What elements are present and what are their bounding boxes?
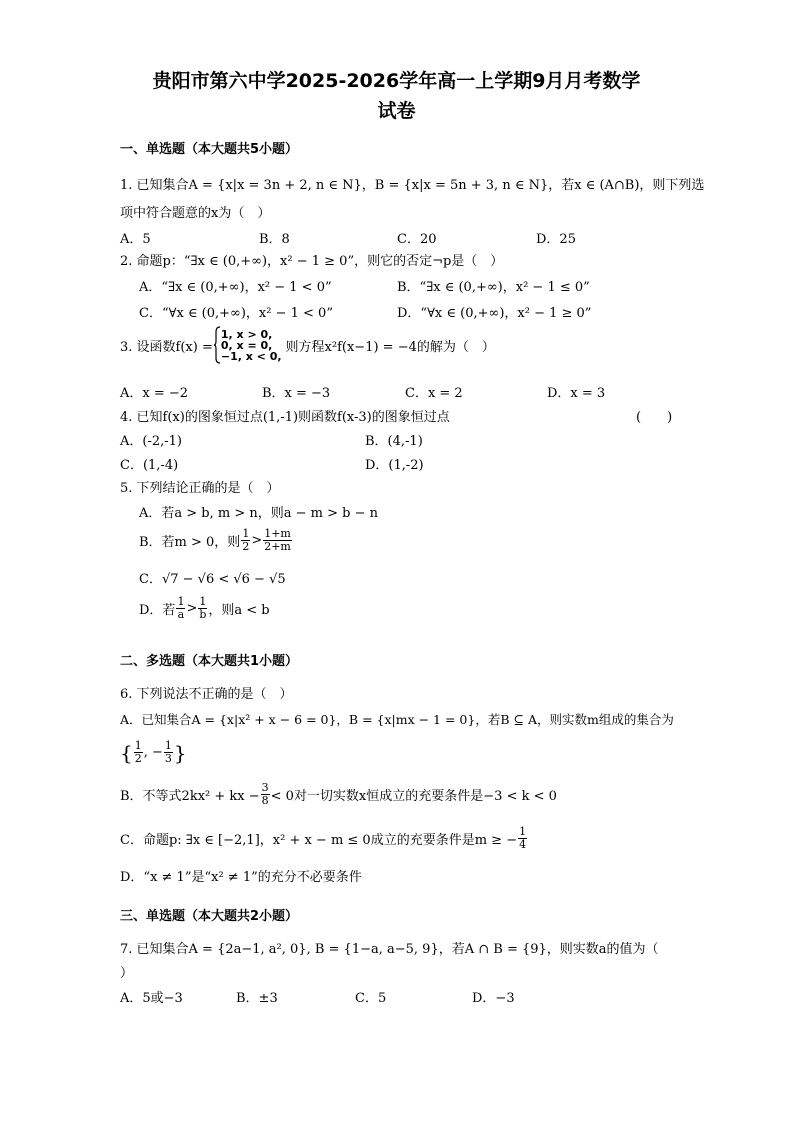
q1-option-a: A．5 [120, 232, 151, 247]
q4-option-a: A．(-2,-1) [120, 434, 182, 449]
frac-numerator: 1 [199, 595, 207, 608]
left-brace-icon [213, 326, 221, 364]
q5-option-c: C．√7 − √6 < √6 − √5 [139, 572, 286, 587]
q7-option-c: C．5 [355, 991, 387, 1006]
set-right-brace: } [173, 740, 187, 765]
q6-optb-frac [261, 782, 270, 807]
section-heading-single-choice-1: 一、单选题（本大题共5小题） [120, 142, 299, 157]
q5-option-b [139, 528, 293, 553]
frac-denominator: 2 [242, 540, 250, 553]
q2-option-d: D．“∀x ∈ (0,+∞)，x² − 1 ≥ 0” [397, 306, 592, 321]
q7-option-a: A．5或−3 [120, 991, 183, 1006]
frac-denominator: 4 [519, 838, 527, 851]
q5-optb-frac2 [263, 528, 292, 553]
q3-option-b: B．x = −3 [262, 386, 331, 401]
frac-denominator: 8 [261, 794, 269, 807]
q6-optb-post: < 0对一切实数x恒成立的充要条件是−3 < k < 0 [270, 789, 557, 804]
q3-option-a: A．x = −2 [120, 386, 189, 401]
q7-option-d: D．−3 [472, 991, 515, 1006]
question-2-stem: 2. 命题p：“∃x ∈ (0,+∞)，x² − 1 ≥ 0”，则它的否定¬p是（ ） [120, 254, 504, 269]
section-heading-multi-choice: 二、多选题（本大题共1小题） [120, 654, 299, 669]
q6-opta-frac2 [164, 740, 173, 765]
q5-optb-gt: > [251, 533, 263, 548]
frac-denominator: b [199, 608, 207, 621]
q5-option-a: A．若a > b, m > n，则a − m > b − n [139, 506, 378, 521]
q6-option-c [120, 826, 528, 851]
q4-option-b: B．(4,-1) [365, 434, 423, 449]
q5-option-d [139, 596, 270, 621]
q3-option-d: D．x = 3 [547, 386, 606, 401]
question-1-line2: 项中符合题意的x为（ ） [120, 206, 271, 221]
q5-optd-pre: D．若 [139, 603, 176, 618]
q3-piecewise [213, 326, 282, 364]
question-5-stem: 5. 下列结论正确的是（ ） [120, 481, 280, 496]
q3-case-3: −1, x < 0, [220, 349, 282, 363]
question-7-line1: 7. 已知集合A = {2a−1, a², 0}, B = {1−a, a−5, 9}，若A ∩ B = {9}，则实数a的值为（ [120, 942, 659, 957]
q2-option-b: B．“∃x ∈ (0,+∞)，x² − 1 ≤ 0” [397, 280, 590, 295]
q6-optb-pre: B．不等式2kx² + kx − [120, 789, 260, 804]
frac-numerator: 1 [164, 739, 172, 752]
set-separator: , − [143, 745, 163, 760]
section-heading-single-choice-2: 三、单选题（本大题共2小题） [120, 909, 299, 924]
frac-numerator: 1 [519, 825, 527, 838]
set-left-brace: { [120, 740, 133, 765]
frac-denominator: a [177, 608, 185, 621]
question-7-line2: ） [120, 966, 134, 981]
q6-option-b [120, 782, 557, 807]
q5-optd-post: ，则a < b [208, 603, 270, 618]
q6-optc-pre: C．命题p: ∃x ∈ [−2,1]，x² + x − m ≤ 0成立的充要条件是m ≥ − [120, 833, 518, 848]
q5-optb-pre: B．若m > 0，则 [139, 535, 241, 550]
question-1-line1: 1. 已知集合A = {x|x = 3n + 2, n ∈ N}，B = {x|x = 5n + 3, n ∈ N}，若x ∈ (A∩B)，则下列选 [120, 178, 705, 193]
frac-numerator: 1+m [264, 527, 291, 540]
q6-option-a-set [120, 740, 187, 765]
frac-numerator: 1 [177, 595, 185, 608]
frac-denominator: 2 [134, 752, 142, 765]
q6-option-d: D．“x ≠ 1”是“x² ≠ 1”的充分不必要条件 [120, 870, 362, 885]
q4-option-d: D．(1,-2) [365, 458, 424, 473]
q5-optb-frac1 [241, 528, 250, 553]
q3-case-2: 0, x = 0, [220, 338, 273, 352]
q3-option-c: C．x = 2 [405, 386, 463, 401]
question-6-stem: 6. 下列说法不正确的是（ ） [120, 687, 293, 702]
page-title-line1: 贵阳市第六中学2025-2026学年高一上学期9月月考数学 [152, 70, 641, 92]
frac-denominator: 3 [164, 752, 172, 765]
q5-optd-frac1 [176, 596, 185, 621]
question-4-stem: 4. 已知f(x)的图象恒过点(1,-1)则函数f(x-3)的图象恒过点 [120, 410, 450, 425]
frac-numerator: 1 [242, 527, 250, 540]
q6-option-a-line1: A．已知集合A = {x|x² + x − 6 = 0}，B = {x|mx − 1 = 0}，若B ⊆ A，则实数m组成的集合为 [120, 712, 674, 727]
question-3-stem [120, 326, 495, 364]
q7-option-b: B．±3 [236, 991, 278, 1006]
q5-optd-gt: > [186, 601, 198, 616]
frac-numerator: 1 [134, 739, 142, 752]
q3-stem-post: 则方程x²f(x−1) = −4的解为（ ） [285, 339, 495, 355]
q6-optc-frac [518, 826, 527, 851]
q4-answer-paren: ( ) [636, 410, 673, 425]
q5-optd-frac2 [198, 596, 207, 621]
frac-denominator: 2+m [264, 540, 291, 553]
q4-option-c: C．(1,-4) [120, 458, 179, 473]
q3-case-1: 1, x > 0, [220, 327, 273, 341]
frac-numerator: 3 [261, 781, 269, 794]
q3-stem-pre: 3. 设函数f(x) = [120, 339, 213, 355]
q2-option-c: C．“∀x ∈ (0,+∞)，x² − 1 < 0” [139, 306, 333, 321]
page-title-line2: 试卷 [377, 100, 416, 122]
q6-opta-frac1 [134, 740, 143, 765]
q2-option-a: A．“∃x ∈ (0,+∞)，x² − 1 < 0” [139, 280, 332, 295]
q1-option-b: B．8 [259, 232, 290, 247]
q1-option-d: D．25 [536, 232, 576, 247]
q1-option-c: C．20 [397, 232, 437, 247]
